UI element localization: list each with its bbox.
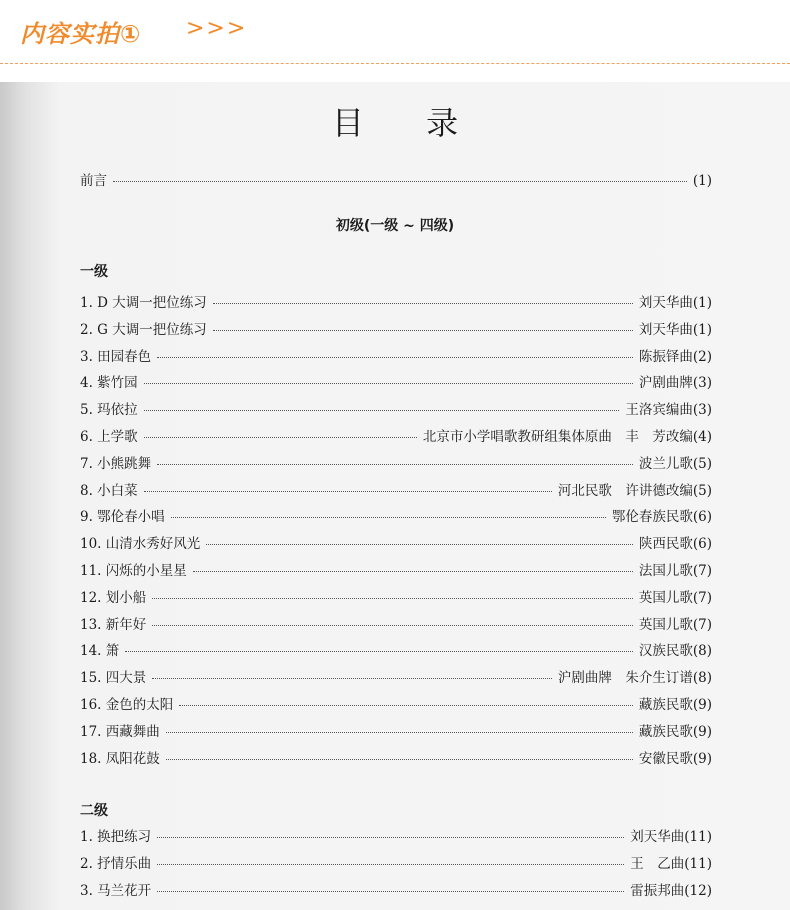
dot-leader xyxy=(206,544,633,545)
toc-entry-credit: 藏族民歌 xyxy=(638,723,693,740)
toc-entry-credit: 汉族民歌 xyxy=(638,643,693,660)
toc-entry-page: (5) xyxy=(692,455,712,472)
toc-entry-title: 2. G 大调一把位练习 xyxy=(80,321,207,338)
toc-entry-credit: 陕西民歌 xyxy=(638,536,693,553)
toc-entry-page: (4) xyxy=(692,429,712,445)
toc-entry-title: 7. 小熊跳舞 xyxy=(80,455,152,472)
toc-entry-page: (3) xyxy=(692,375,712,392)
toc-entry-title: 1. D 大调一把位练习 xyxy=(80,295,207,311)
toc-entry-title: 2. 抒情乐曲 xyxy=(80,856,152,872)
dot-leader xyxy=(213,330,633,331)
toc-entry-page: (9) xyxy=(692,750,712,767)
toc-entry-title: 3. 马兰花开 xyxy=(80,883,152,899)
toc-entry-title: 17. 西藏舞曲 xyxy=(80,723,160,740)
toc-entry-credit: 沪剧曲牌 xyxy=(638,375,693,392)
toc-entry-page: (7) xyxy=(692,563,712,579)
dot-leader xyxy=(166,732,633,733)
toc-entry-credit: 河北民歌 许讲德改编 xyxy=(557,482,693,499)
toc-entry-title: 4. 紫竹园 xyxy=(80,375,138,392)
toc-entry-row xyxy=(80,586,712,606)
toc-entry-credit: 安徽民歌 xyxy=(638,750,693,767)
toc-entry-row xyxy=(80,532,712,552)
toc-entry-page: (6) xyxy=(692,536,712,553)
toc-entry-row xyxy=(80,666,712,686)
dot-leader xyxy=(144,437,417,438)
dot-leader xyxy=(157,357,633,358)
dot-leader xyxy=(152,598,633,599)
toc-entry-row xyxy=(80,693,712,713)
toc-entry-credit: 英国儿歌 xyxy=(638,589,693,606)
dot-leader xyxy=(152,678,552,679)
toc-entry-credit: 刘天华曲 xyxy=(638,321,693,338)
toc-entry-page: (8) xyxy=(692,670,712,687)
dot-leader xyxy=(166,759,633,760)
toc-entry-page: (1) xyxy=(692,321,712,338)
toc-entry-credit: 鄂伦春族民歌 xyxy=(611,509,693,526)
toc-entry-title: 12. 划小船 xyxy=(80,589,147,606)
toc-entry-title: 11. 闪烁的小星星 xyxy=(80,563,187,579)
dot-leader xyxy=(125,651,633,652)
toc-entry-title: 8. 小白菜 xyxy=(80,482,138,499)
toc-entry-row xyxy=(80,318,712,338)
toc-entry-page: (11) xyxy=(684,829,712,845)
toc-entry-row xyxy=(80,852,712,872)
toc-entry-page: (9) xyxy=(692,697,712,713)
toc-title: 目 录 xyxy=(331,104,485,142)
toc-entry-row xyxy=(80,345,712,365)
dot-leader xyxy=(157,891,624,892)
toc-entry-page: (5) xyxy=(692,482,712,499)
banner xyxy=(0,0,790,62)
toc-entry-row xyxy=(80,879,712,899)
dot-leader xyxy=(144,491,552,492)
toc-entry-row xyxy=(80,639,712,659)
toc-entry-title: 16. 金色的太阳 xyxy=(80,697,174,713)
toc-entry-title: 13. 新年好 xyxy=(80,616,147,633)
toc-entry-page: (8) xyxy=(692,643,712,660)
toc-entry-row xyxy=(80,425,712,445)
toc-entry-title: 3. 田园春色 xyxy=(80,348,152,365)
toc-entry-title: 5. 玛依拉 xyxy=(80,402,138,419)
toc-entry-row xyxy=(80,398,712,418)
toc-entry-row xyxy=(80,825,712,845)
toc-entry-page: (7) xyxy=(692,589,712,606)
book-page xyxy=(0,82,790,910)
dot-leader xyxy=(113,181,687,182)
toc-entry-credit: 英国儿歌 xyxy=(638,616,693,633)
toc-entry-credit: 刘天华曲 xyxy=(638,295,693,311)
dot-leader xyxy=(152,625,633,626)
toc-entry-page: (6) xyxy=(692,509,712,526)
dot-leader xyxy=(157,464,633,465)
toc-entry-row xyxy=(80,291,712,311)
toc-entry-credit: 王洛宾编曲 xyxy=(625,402,693,419)
toc-entry-credit: 波兰儿歌 xyxy=(638,455,693,472)
toc-entry-title: 14. 箫 xyxy=(80,643,120,660)
level-2-heading: 二级 xyxy=(80,803,108,819)
banner-title: 内容实拍① xyxy=(20,20,142,48)
dot-leader xyxy=(193,571,633,572)
toc-entry-row xyxy=(80,720,712,740)
toc-entry-row xyxy=(80,747,712,767)
toc-entry-credit: 陈振铎曲 xyxy=(638,348,693,365)
toc-entry-title: 1. 换把练习 xyxy=(80,829,152,845)
toc-preface-row xyxy=(80,169,712,189)
level-1-heading: 一级 xyxy=(80,264,108,280)
toc-entry-page: (11) xyxy=(684,856,712,872)
toc-entry-credit: 藏族民歌 xyxy=(638,697,693,713)
dot-leader xyxy=(144,383,633,384)
toc-entry-title: 15. 四大景 xyxy=(80,670,147,687)
dot-leader xyxy=(179,705,633,706)
banner-arrows: >>> xyxy=(186,16,248,41)
toc-entry-page: (7) xyxy=(692,616,712,633)
toc-entry-row xyxy=(80,479,712,499)
toc-entry-credit: 北京市小学唱歌教研组集体原曲 丰 芳改编 xyxy=(422,429,693,445)
toc-entry-row xyxy=(80,505,712,525)
toc-entry-title: 9. 鄂伦春小唱 xyxy=(80,509,165,526)
toc-entry-credit: 雷振邦曲 xyxy=(630,883,685,899)
dot-leader xyxy=(157,837,624,838)
toc-entry-page: (1) xyxy=(692,295,712,311)
toc-entry-title: 6. 上学歌 xyxy=(80,429,138,445)
toc-entry-row xyxy=(80,559,712,579)
toc-entry-page: (2) xyxy=(692,348,712,365)
toc-entry-credit: 王 乙曲 xyxy=(630,856,685,872)
toc-entry-title: 10. 山清水秀好风光 xyxy=(80,536,201,553)
section-heading: 初级(一级 ~ 四级) xyxy=(335,218,455,234)
toc-entry-row xyxy=(80,371,712,391)
toc-entry-credit: 法国儿歌 xyxy=(638,563,693,579)
toc-entry-row xyxy=(80,452,712,472)
toc-preface-page: (1) xyxy=(692,173,712,189)
toc-preface-label: 前言 xyxy=(80,173,107,189)
dot-leader xyxy=(171,517,606,518)
dot-leader xyxy=(157,864,624,865)
toc-entry-title: 18. 凤阳花鼓 xyxy=(80,750,160,767)
toc-entry-credit: 沪剧曲牌 朱介生订谱 xyxy=(557,670,693,687)
toc-entry-row xyxy=(80,613,712,633)
banner-divider xyxy=(0,63,790,64)
dot-leader xyxy=(144,410,620,411)
toc-entry-page: (12) xyxy=(684,883,712,899)
dot-leader xyxy=(213,303,633,304)
toc-entry-page: (3) xyxy=(692,402,712,419)
toc-entry-page: (9) xyxy=(692,723,712,740)
toc-entry-credit: 刘天华曲 xyxy=(630,829,685,845)
